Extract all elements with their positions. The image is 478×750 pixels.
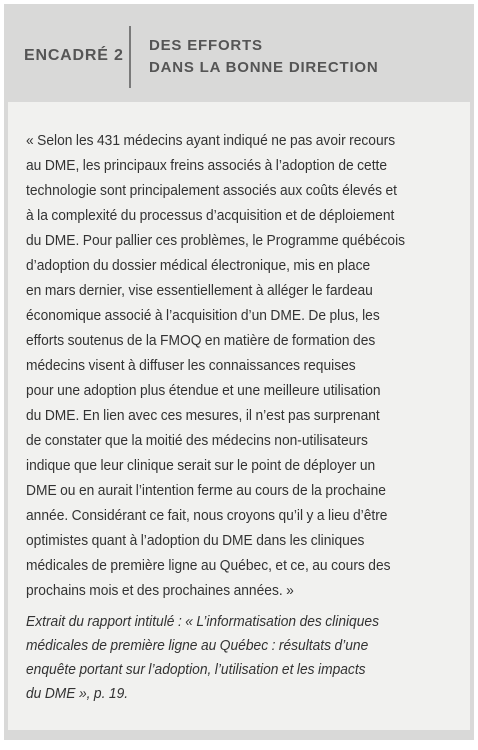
- box-label: ENCADRÉ 2: [24, 47, 124, 64]
- quote-line: pour une adoption plus étendue et une meilleure utilisation: [26, 382, 381, 399]
- quote-line: du DME. Pour pallier ces problèmes, le Programme québécois: [26, 232, 406, 249]
- content-panel: [8, 102, 470, 730]
- source-citation: [26, 610, 412, 706]
- box-title: [149, 35, 379, 79]
- quote-line: à la complexité du processus d’acquisition et de déploiement: [26, 207, 395, 224]
- quote-line: année. Considérant ce fait, nous croyons qu’il y a lieu d’être: [26, 507, 388, 524]
- quote-line: en mars dernier, vise essentiellement à alléger le fardeau: [26, 282, 373, 299]
- box-title-line-1: DES EFFORTS: [149, 37, 263, 54]
- quote-line: prochains mois et des prochaines années. »: [26, 582, 294, 599]
- header-divider: [129, 26, 131, 88]
- quote-line: au DME, les principaux freins associés à l’adoption de cette: [26, 157, 388, 174]
- sidebar-box: [4, 4, 474, 740]
- source-line: médicales de première ligne au Québec : résultats d’une: [26, 637, 369, 654]
- quote-line: efforts soutenus de la FMOQ en matière de formation des: [26, 332, 376, 349]
- quote-line: DME ou en aurait l’intention ferme au cours de la prochaine: [26, 482, 386, 499]
- sidebar-header: [4, 4, 474, 102]
- source-line: enquête portant sur l’adoption, l’utilisation et les impacts: [26, 661, 366, 678]
- quote-line: médecins visent à diffuser les connaissances requises: [26, 357, 356, 374]
- quote-line: « Selon les 431 médecins ayant indiqué ne pas avoir recours: [26, 132, 396, 149]
- quote-line: d’adoption du dossier médical électronique, mis en place: [26, 257, 371, 274]
- quote-paragraph: [26, 128, 422, 603]
- quote-line: technologie sont principalement associés aux coûts élevés et: [26, 182, 398, 199]
- source-line: Extrait du rapport intitulé : « L’informatisation des cliniques: [26, 613, 379, 630]
- box-title-line-2: DANS LA BONNE DIRECTION: [149, 59, 379, 76]
- quote-line: de constater que la moitié des médecins non-utilisateurs: [26, 432, 368, 449]
- quote-line: indique que leur clinique serait sur le point de déployer un: [26, 457, 376, 474]
- quote-line: économique associé à l’acquisition d’un DME. De plus, les: [26, 307, 380, 324]
- quote-line: médicales de première ligne au Québec, et ce, au cours des: [26, 557, 391, 574]
- quote-line: du DME. En lien avec ces mesures, il n’est pas surprenant: [26, 407, 380, 424]
- source-line: du DME », p. 19.: [26, 685, 129, 702]
- quote-line: optimistes quant à l’adoption du DME dans les cliniques: [26, 532, 365, 549]
